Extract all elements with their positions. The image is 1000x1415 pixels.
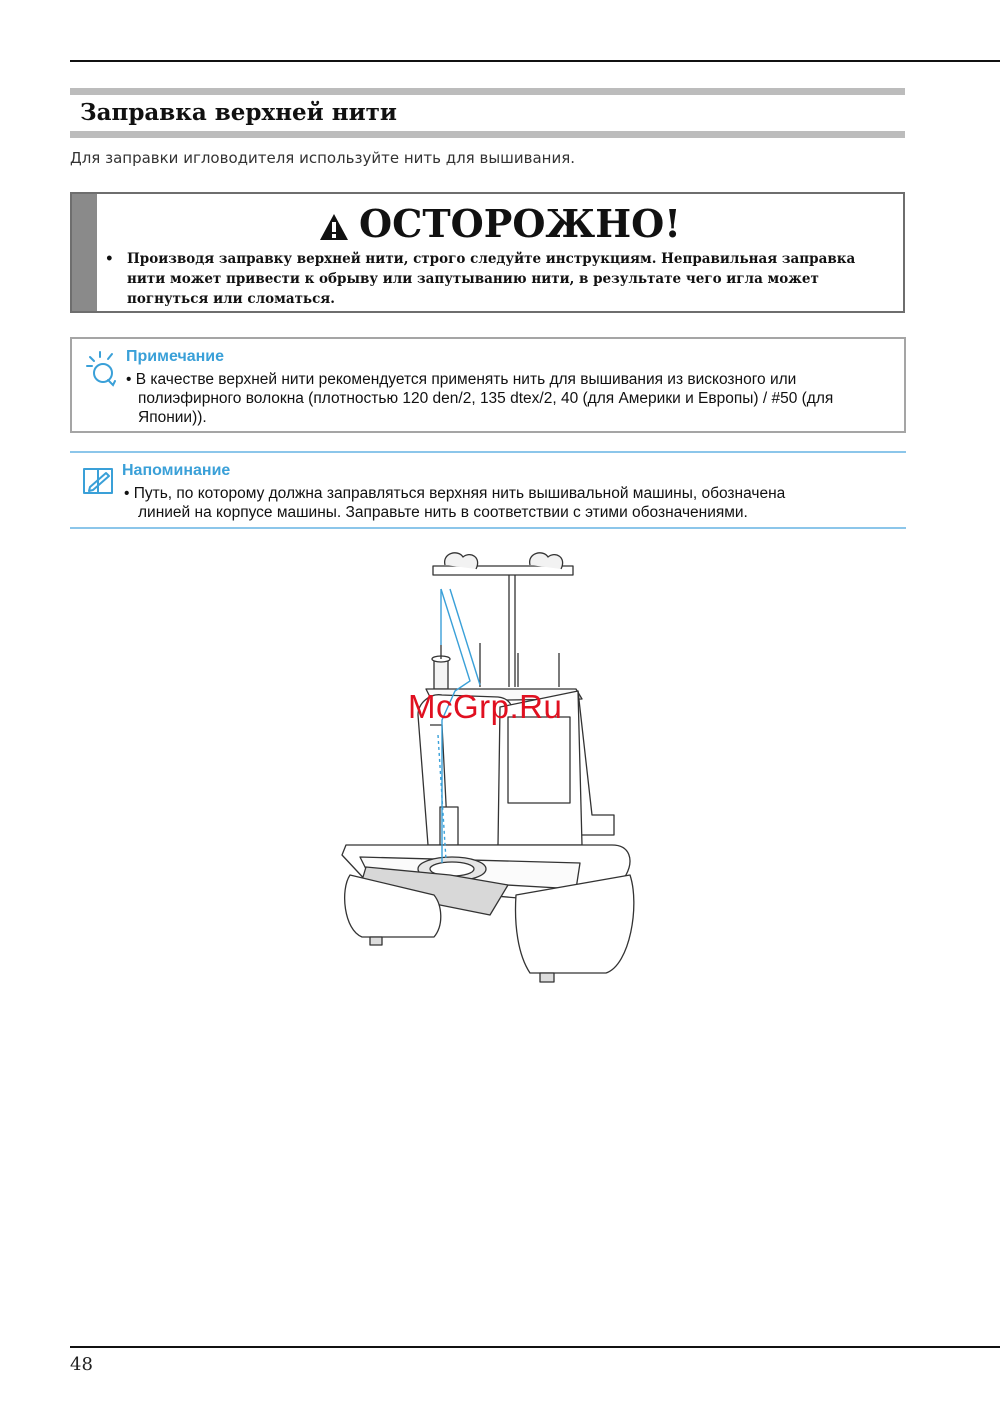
heading-bar-top — [70, 88, 905, 95]
caution-item — [105, 249, 875, 309]
embroidery-machine-illustration — [330, 545, 650, 990]
note-line-2: полиэфирного волокна (плотностью 120 den/2, 135 dtex/2, 40 (для Америки и Европы) / #50 (для — [138, 390, 834, 407]
section-title: Заправка верхней нити — [80, 99, 397, 126]
caution-box — [70, 192, 905, 313]
caution-title: ОСТОРОЖНО! — [359, 201, 681, 246]
reminder-line-1: • Путь, по которому должна заправляться верхняя нить вышивальной машины, обозначена — [124, 485, 786, 502]
warning-triangle-icon — [319, 204, 349, 252]
reminder-title: Напоминание — [122, 462, 231, 479]
top-rule — [70, 60, 1000, 62]
bottom-rule — [70, 1346, 1000, 1348]
note-line-3: Японии)). — [138, 409, 207, 426]
notebook-pencil-icon — [82, 465, 116, 499]
watermark: McGrp.Ru — [408, 688, 563, 725]
page-number: 48 — [70, 1354, 93, 1375]
reminder-box — [70, 451, 906, 529]
reminder-line-2: линией на корпусе машины. Заправьте нить в соответствии с этими обозначениями. — [138, 504, 748, 521]
note-box — [70, 337, 906, 433]
intro-text: Для заправки игловодителя используйте нить для вышивания. — [70, 149, 576, 167]
caution-text: Производя заправку верхней нити, строго следуйте инструкциям. Неправильная заправка нити может привести к обрыву или запутыванию нити, в результате чего игла может погнуться или сломаться. — [127, 251, 856, 307]
note-title: Примечание — [126, 348, 225, 365]
caution-bullet: • — [105, 251, 114, 267]
caution-stripe — [72, 194, 97, 311]
heading-bar-bottom — [70, 131, 905, 138]
lightbulb-note-icon — [86, 351, 120, 391]
section-heading — [70, 88, 905, 138]
note-line-1: • В качестве верхней нити рекомендуется применять нить для вышивания из вискозного или — [126, 371, 797, 388]
caution-headline — [97, 200, 903, 252]
